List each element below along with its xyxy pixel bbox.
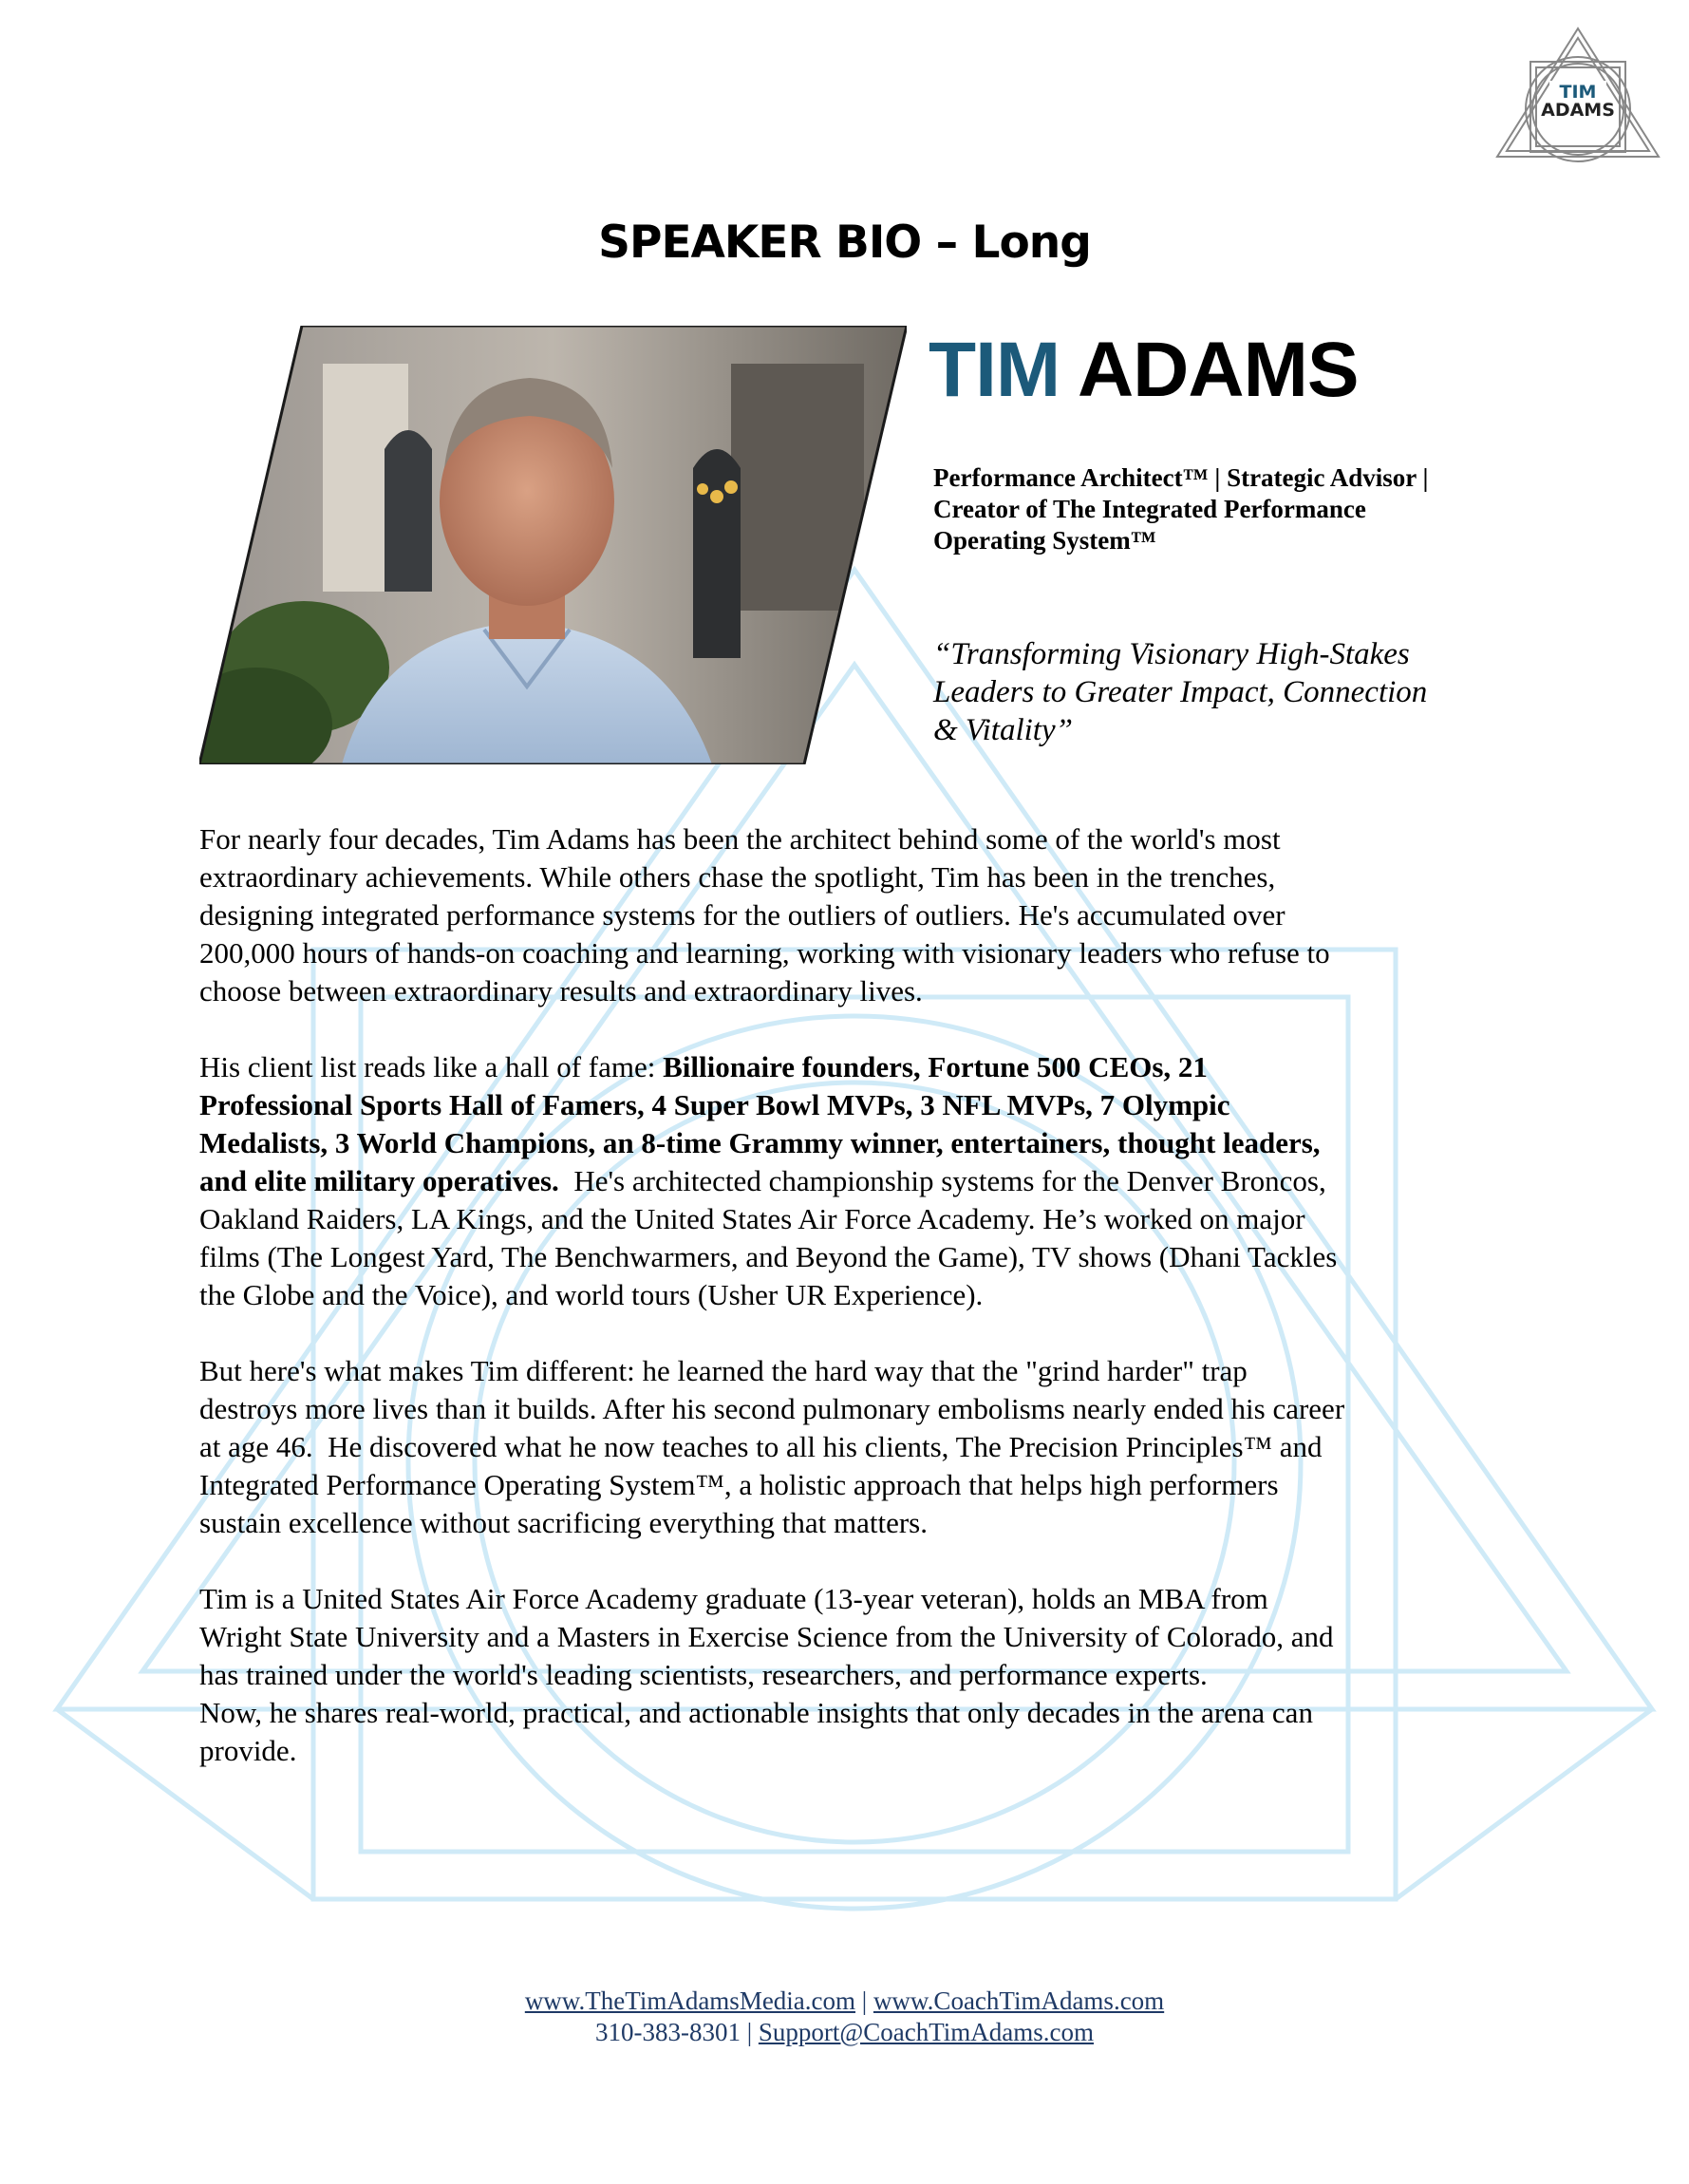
email-link[interactable]: Support@CoachTimAdams.com [758, 2018, 1094, 2046]
bio-line: Tim is a United States Air Force Academy graduate (13-year veteran), holds an MBA from [199, 1582, 1268, 1615]
logo-text-last: ADAMS [1541, 100, 1615, 121]
bio-line: provide. [199, 1734, 297, 1767]
bio-line: But here's what makes Tim different: he learned the hard way that the "grind harder" trap [199, 1354, 1248, 1387]
bio-highlight: and elite military operatives. [199, 1164, 559, 1197]
quote-line: Leaders to Greater Impact, Connection [933, 675, 1428, 709]
bio-paragraph-4 [199, 1580, 1500, 1770]
bio-text: His client list reads like a hall of fame: [199, 1050, 664, 1083]
bio-line: films (The Longest Yard, The Benchwarmers, and Beyond the Game), TV shows (Dhani Tackles [199, 1240, 1338, 1273]
phone-number: 310-383-8301 [594, 2018, 741, 2046]
bio-line [199, 1162, 1500, 1200]
speaker-quote [933, 635, 1503, 749]
bio-line: at age 46. He discovered what he now teaches to all his clients, The Precision Principles™ and [199, 1430, 1323, 1463]
footer-contact [0, 1986, 1689, 2048]
bio-line: Integrated Performance Operating System™, a holistic approach that helps high performers [199, 1468, 1279, 1501]
bio-line: Oakland Raiders, LA Kings, and the United States Air Force Academy. He’s worked on major [199, 1202, 1305, 1235]
bio-line: For nearly four decades, Tim Adams has been the architect behind some of the world's most [199, 822, 1281, 856]
bio-line [199, 1048, 1500, 1086]
logo-text-first: TIM [1559, 82, 1597, 103]
bio-paragraph-1 [199, 820, 1500, 1010]
footer-line-websites [0, 1986, 1689, 2017]
website-link-media[interactable]: www.TheTimAdamsMedia.com [524, 1986, 856, 2015]
tagline-line: Creator of The Integrated Performance [933, 495, 1366, 523]
bio-line: the Globe and the Voice), and world tours (Usher UR Experience). [199, 1278, 984, 1311]
bio-text: He's architected championship systems for the Denver Broncos, [558, 1164, 1326, 1197]
speaker-tagline [933, 462, 1465, 556]
speaker-portrait-image [199, 326, 907, 764]
bio-highlight: Professional Sports Hall of Famers, 4 Super Bowl MVPs, 3 NFL MVPs, 7 Olympic [199, 1088, 1230, 1121]
speaker-last-name: ADAMS [1077, 327, 1359, 413]
bio-line [199, 1124, 1500, 1162]
bio-paragraph-3 [199, 1352, 1500, 1542]
bio-paragraph-2 [199, 1048, 1500, 1314]
bio-line: Now, he shares real-world, practical, and actionable insights that only decades in the arena can [199, 1696, 1313, 1729]
bio-line: 200,000 hours of hands-on coaching and learning, working with visionary leaders who refuse to [199, 936, 1330, 970]
bio-line: destroys more lives than it builds. After his second pulmonary embolisms nearly ended his career [199, 1392, 1345, 1425]
footer-separator: | [740, 2018, 759, 2046]
bio-body [199, 820, 1500, 1808]
bio-line [199, 1086, 1500, 1124]
footer-line-contact [0, 2017, 1689, 2048]
quote-line: “Transforming Visionary High-Stakes [933, 637, 1410, 671]
bio-line: has trained under the world's leading scientists, researchers, and performance experts. [199, 1658, 1208, 1691]
bio-highlight: Billionaire founders, Fortune 500 CEOs, 21 [663, 1050, 1208, 1083]
bio-line: sustain excellence without sacrificing everything that matters. [199, 1506, 928, 1539]
page-title: SPEAKER BIO – Long [598, 217, 1091, 269]
website-link-coach[interactable]: www.CoachTimAdams.com [873, 1986, 1165, 2015]
bio-line: designing integrated performance systems for the outliers of outliers. He's accumulated over [199, 898, 1286, 932]
bio-highlight: Medalists, 3 World Champions, an 8-time Grammy winner, entertainers, thought leaders, [199, 1126, 1321, 1159]
bio-line: choose between extraordinary results and extraordinary lives. [199, 974, 923, 1007]
footer-separator: | [855, 1986, 873, 2015]
bio-line: extraordinary achievements. While others chase the spotlight, Tim has been in the trenches, [199, 860, 1276, 894]
speaker-name [929, 325, 1359, 416]
brand-logo [1492, 24, 1663, 185]
bio-line: Wright State University and a Masters in Exercise Science from the University of Colorado, and [199, 1620, 1334, 1653]
tagline-line: Performance Architect™ | Strategic Advisor | [933, 463, 1429, 492]
tagline-line: Operating System™ [933, 526, 1156, 555]
quote-line: & Vitality” [933, 713, 1073, 747]
speaker-first-name: TIM [929, 327, 1060, 413]
